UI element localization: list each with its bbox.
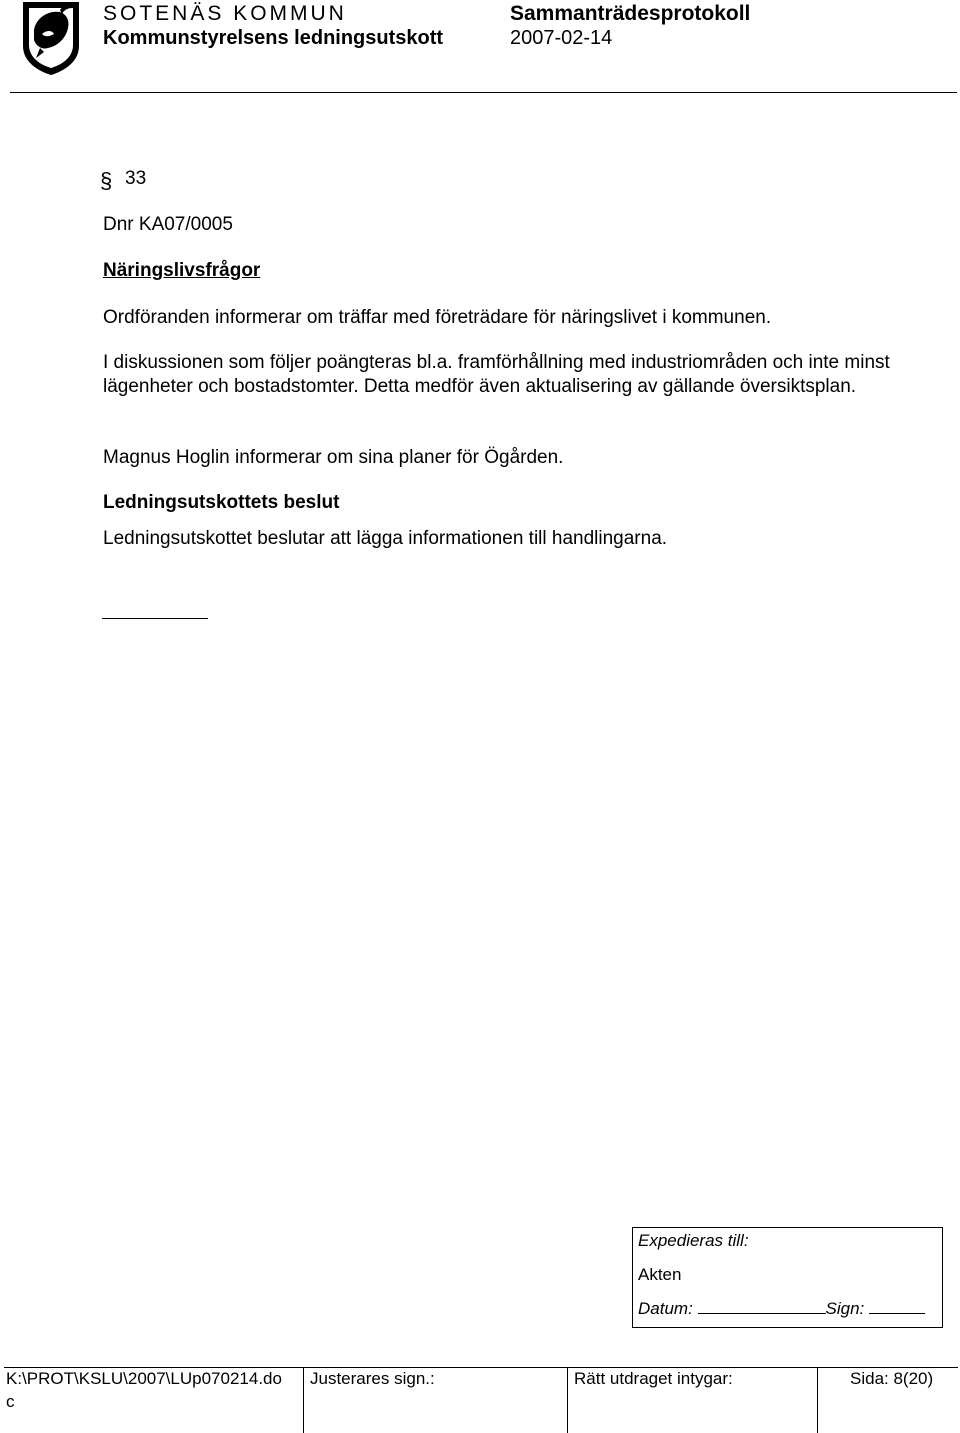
sign-blank <box>869 1312 925 1314</box>
footer-page-number: Sida: 8(20) <box>850 1369 934 1388</box>
case-number: Dnr KA07/0005 <box>103 214 233 235</box>
expedition-date-sign <box>638 1299 925 1319</box>
municipal-coat-of-arms-icon <box>20 0 82 76</box>
footer-file-path: K:\PROT\KSLU\2007\LUp070214.do <box>6 1369 282 1388</box>
date-label: Datum: <box>638 1299 693 1318</box>
expedition-box <box>632 1227 943 1328</box>
document-type: Sammanträdesprotokoll <box>510 2 751 25</box>
expedition-heading: Expedieras till: <box>638 1231 749 1250</box>
sign-label: Sign: <box>825 1299 865 1318</box>
section-end-line <box>102 618 208 619</box>
paragraph-2: I diskussionen som följer poängteras bl.a. framförhållning med industriområden och inte minst lägenheter och bostadstomter. Detta medför även aktualisering av gällande översiktsplan. <box>103 352 890 397</box>
footer-file-path-cont: c <box>6 1392 15 1411</box>
section-title: Näringslivsfrågor <box>103 260 261 281</box>
footer-divider <box>4 1367 958 1368</box>
decision-text: Ledningsutskottet beslutar att lägga informationen till handlingarna. <box>103 528 668 549</box>
department-name: Kommunstyrelsens ledningsutskott <box>103 27 444 49</box>
date-blank <box>698 1312 826 1314</box>
paragraph-1: Ordföranden informerar om träffar med företrädare för näringslivet i kommunen. <box>103 307 772 328</box>
footer-separator <box>567 1367 568 1433</box>
header-divider <box>10 92 957 93</box>
expedition-recipient: Akten <box>638 1265 682 1284</box>
paragraph-3: Magnus Hoglin informerar om sina planer för Ögården. <box>103 447 564 468</box>
footer-certify-label: Rätt utdraget intygar: <box>574 1369 733 1388</box>
section-number: 33 <box>125 168 147 189</box>
meeting-date: 2007-02-14 <box>510 27 613 49</box>
footer-separator <box>817 1367 818 1433</box>
organization-name: SOTENÄS KOMMUN <box>103 2 347 25</box>
decision-heading: Ledningsutskottets beslut <box>103 492 340 513</box>
footer-adjuster-label: Justerares sign.: <box>310 1369 435 1388</box>
footer-separator <box>303 1367 304 1433</box>
section-symbol: § <box>100 168 113 193</box>
